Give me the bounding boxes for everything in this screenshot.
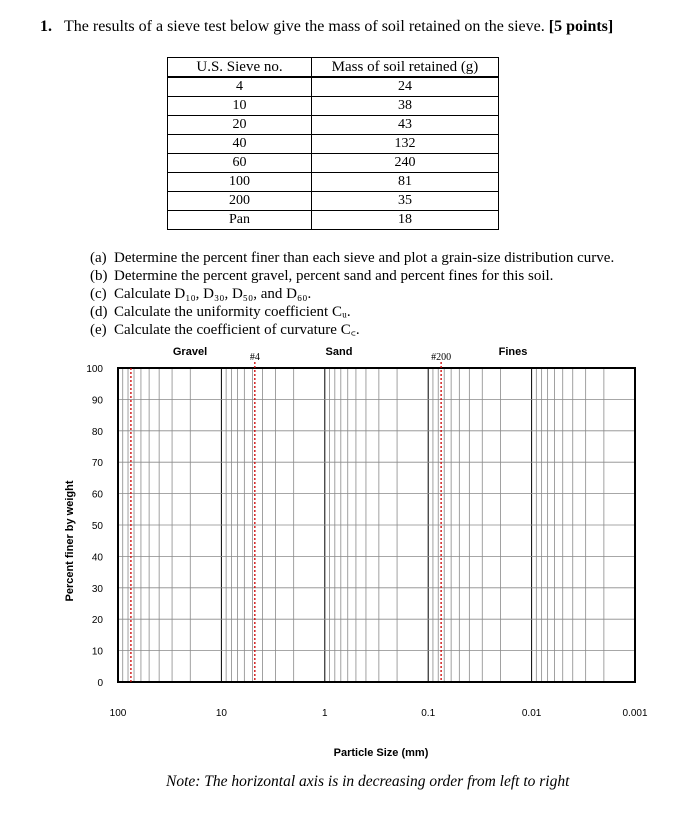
- axis-note: Note: The horizontal axis is in decreasing order from left to right: [166, 773, 570, 790]
- y-tick-label: 100: [86, 364, 103, 375]
- mass-cell: 81: [312, 173, 499, 192]
- task-item: [90, 285, 614, 303]
- table-row: [168, 154, 499, 173]
- sieve-cell: 100: [168, 173, 312, 192]
- task-text: Determine the percent gravel, percent sand and percent fines for this soil.: [114, 268, 554, 284]
- table-row: [168, 211, 499, 230]
- task-text: Calculate the uniformity coefficient Cᵤ.: [114, 304, 351, 320]
- y-tick-label: 10: [91, 646, 103, 658]
- task-item: [90, 303, 614, 321]
- table-row: [168, 192, 499, 211]
- grain-size-chart: [0, 340, 700, 770]
- x-tick-label: 100: [109, 708, 127, 719]
- mass-cell: 24: [312, 77, 499, 97]
- sieve-cell: 10: [168, 97, 312, 116]
- region-label: Fines: [498, 346, 528, 358]
- task-label: (e): [90, 322, 107, 338]
- y-tick-label: 30: [91, 583, 103, 595]
- y-tick-label: 0: [97, 678, 103, 689]
- task-item: [90, 267, 614, 285]
- task-label: (a): [90, 250, 107, 266]
- y-tick-label: 90: [91, 395, 103, 407]
- x-tick-label: 10: [215, 708, 227, 719]
- sieve-cell: 20: [168, 116, 312, 135]
- question-points: [5 points]: [548, 18, 614, 35]
- table-row: [168, 77, 499, 97]
- sieve-table: [167, 57, 499, 230]
- sieve-cell: 60: [168, 154, 312, 173]
- region-label: Gravel: [172, 346, 208, 358]
- task-label: (c): [90, 286, 107, 302]
- x-axis-title: Particle Size (mm): [333, 747, 429, 759]
- table-header-mass: Mass of soil retained (g): [312, 58, 499, 78]
- task-label: (b): [90, 268, 108, 284]
- table-row: [168, 116, 499, 135]
- y-tick-label: 80: [91, 426, 103, 438]
- question-text: The results of a sieve test below give the mass of soil retained on the sieve.: [64, 18, 545, 35]
- x-tick-label: 0.001: [622, 708, 648, 719]
- sieve-cell: 40: [168, 135, 312, 154]
- sieve-marker-label: #4: [249, 352, 260, 363]
- sieve-marker-label: #200: [431, 352, 452, 363]
- question-number: 1.: [40, 18, 52, 35]
- task-label: (d): [90, 304, 108, 320]
- table-row: [168, 135, 499, 154]
- x-tick-label: 1: [322, 708, 328, 719]
- mass-cell: 18: [312, 211, 499, 230]
- mass-cell: 35: [312, 192, 499, 211]
- task-text: Calculate the coefficient of curvature C꜀.: [114, 322, 360, 338]
- sieve-cell: 4: [168, 77, 312, 97]
- y-tick-label: 70: [91, 458, 103, 470]
- y-tick-label: 60: [91, 489, 103, 501]
- mass-cell: 240: [312, 154, 499, 173]
- table-header-sieve: U.S. Sieve no.: [168, 58, 312, 78]
- region-label: Sand: [325, 346, 353, 358]
- table-row: [168, 97, 499, 116]
- y-tick-label: 20: [91, 615, 103, 627]
- question-heading: [40, 18, 613, 36]
- task-text: Calculate D₁₀, D₃₀, D₅₀, and D₆₀.: [114, 286, 312, 302]
- y-tick-label: 40: [91, 552, 103, 564]
- x-tick-label: 0.01: [521, 708, 542, 719]
- y-axis-title: Percent finer by weight: [64, 480, 76, 602]
- sieve-cell: Pan: [168, 211, 312, 230]
- x-tick-label: 0.1: [421, 708, 436, 719]
- mass-cell: 38: [312, 97, 499, 116]
- task-item: [90, 249, 614, 267]
- task-text: Determine the percent finer than each sieve and plot a grain-size distribution curve.: [114, 250, 615, 266]
- mass-cell: 132: [312, 135, 499, 154]
- table-row: [168, 173, 499, 192]
- sieve-cell: 200: [168, 192, 312, 211]
- task-list: [90, 249, 614, 339]
- task-item: [90, 321, 614, 339]
- mass-cell: 43: [312, 116, 499, 135]
- y-tick-label: 50: [91, 521, 103, 532]
